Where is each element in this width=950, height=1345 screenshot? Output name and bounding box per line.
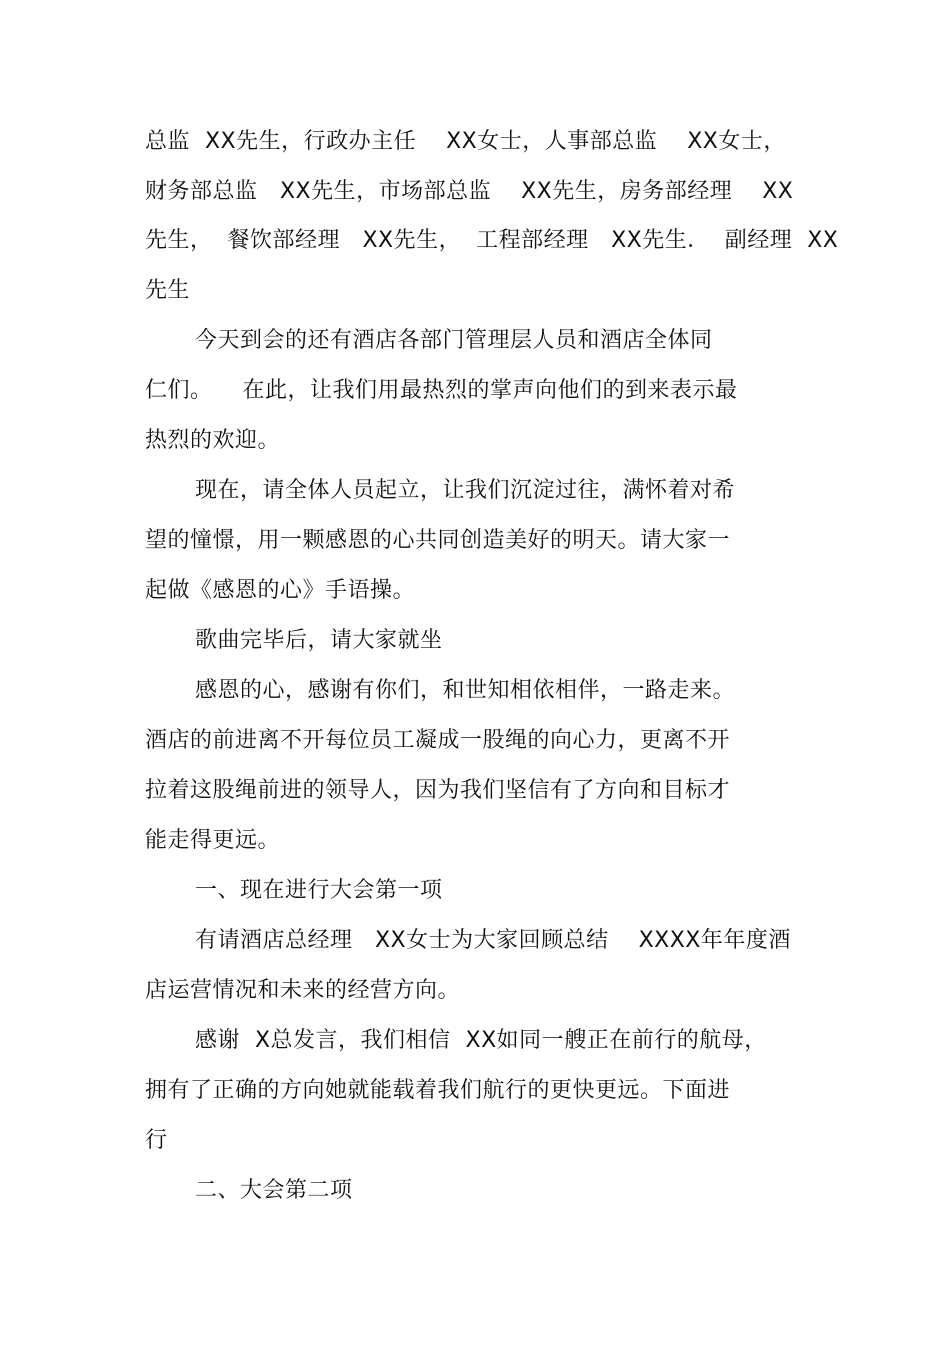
text-line: 拥有了正确的方向她就能载着我们航行的更快更远。下面进 (145, 1078, 731, 1103)
text-line: 酒店的前进离不开每位员工凝成一股绳的向心力，更离不开 (145, 728, 731, 753)
text-line: 热烈的欢迎。 (145, 428, 281, 453)
paragraph-first-line: 歌曲完毕后，请大家就坐 (195, 628, 443, 653)
text-line: 拉着这股绳前进的领导人，因为我们坚信有了方向和目标才 (145, 778, 731, 803)
text-line: 先生 (145, 278, 191, 303)
text-line: 起做《感恩的心》手语操。 (145, 578, 416, 603)
text-line: 总监 XX先生，行政办主任 XX女士，人事部总监 XX女士， (145, 129, 786, 154)
paragraph-first-line: 感谢 X总发言，我们相信 XX如同一艘正在前行的航母， (195, 1028, 767, 1053)
text-line: 先生， 餐饮部经理 XX先生， 工程部经理 XX先生． 副经理 XX (145, 228, 839, 253)
section-heading: 二、大会第二项 (195, 1178, 353, 1203)
text-line: 财务部总监 XX先生，市场部总监 XX先生，房务部经理 XX (145, 179, 794, 204)
paragraph-first-line: 今天到会的还有酒店各部门管理层人员和酒店全体同 (195, 328, 713, 353)
paragraph-first-line: 现在，请全体人员起立，让我们沉淀过往，满怀着对希 (195, 478, 736, 503)
text-line: 能走得更远。 (145, 828, 281, 853)
text-line: 仁们。 在此，让我们用最热烈的掌声向他们的到来表示最 (145, 378, 738, 403)
text-line: 店运营情况和未来的经营方向。 (145, 978, 461, 1003)
text-line: 行 (145, 1128, 168, 1153)
text-line: 望的憧憬，用一颗感恩的心共同创造美好的明天。请大家一 (145, 528, 731, 553)
paragraph-first-line: 感恩的心，感谢有你们，和世知相依相伴，一路走来。 (195, 678, 736, 703)
paragraph-first-line: 有请酒店总经理 XX女士为大家回顾总结 XXXX年年度酒 (195, 928, 791, 953)
section-heading: 一、现在进行大会第一项 (195, 878, 443, 903)
